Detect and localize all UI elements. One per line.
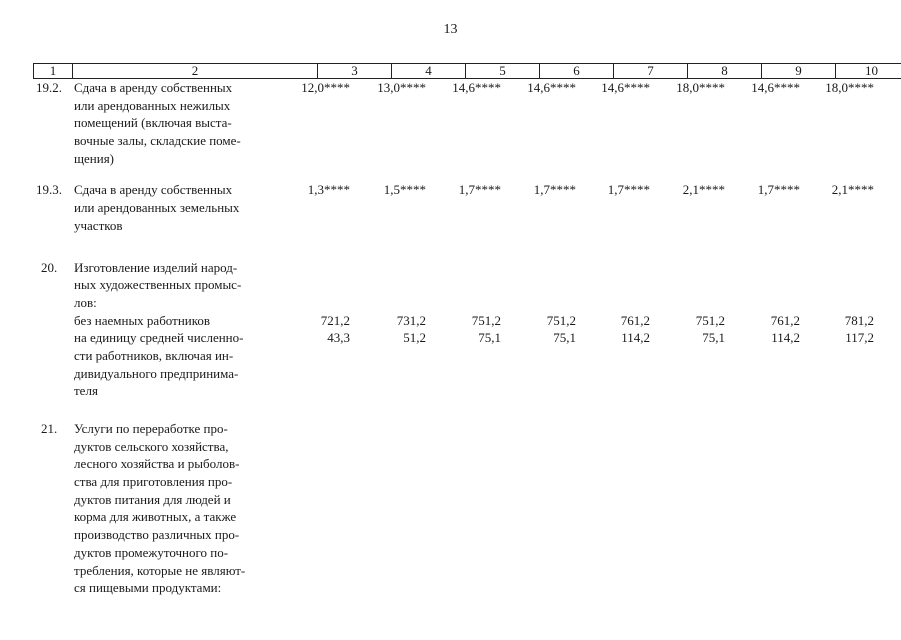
value-col-8: 18,0**** xyxy=(676,80,725,95)
value-col-9: 761,2 xyxy=(770,312,800,328)
description-line: Услуги по переработке про- xyxy=(74,421,228,436)
description-line: или арендованных нежилых xyxy=(74,97,231,113)
value-col-7: 761,2 xyxy=(620,312,650,328)
description-line: или арендованных земельных xyxy=(74,200,240,216)
value-col-7: 14,6**** xyxy=(601,80,650,95)
table-row xyxy=(33,420,881,597)
value-col-10: 2,1**** xyxy=(831,182,874,198)
value-col-5: 1,7**** xyxy=(458,182,501,198)
description-line: Изготовление изделий народ- xyxy=(74,259,238,275)
value-col-9: 1,7**** xyxy=(757,182,800,198)
value-col-6: 75,1 xyxy=(553,330,576,346)
value-col-3: 43,3 xyxy=(327,330,350,346)
page-number: 13 xyxy=(443,22,458,37)
col-header-4: 4 xyxy=(392,64,466,79)
description-line: лесного хозяйства и рыболов- xyxy=(74,456,240,472)
value-col-4: 1,5**** xyxy=(383,182,426,198)
value-col-5: 751,2 xyxy=(471,312,501,328)
col-header-3: 3 xyxy=(318,64,392,79)
value-col-5: 14,6**** xyxy=(452,80,501,95)
table-row xyxy=(33,181,881,234)
sub-row xyxy=(74,329,881,400)
value-col-10: 781,2 xyxy=(844,312,874,328)
description-line: участков xyxy=(74,217,123,233)
row-number: 21. xyxy=(41,421,58,436)
description-line: сти работников, включая ин- xyxy=(74,347,234,363)
table-body xyxy=(33,79,881,597)
value-col-10: 117,2 xyxy=(845,330,874,346)
col-header-1: 1 xyxy=(34,64,73,79)
col-header-6: 6 xyxy=(540,64,614,79)
row-number: 19.2. xyxy=(36,80,62,95)
value-col-6: 751,2 xyxy=(546,312,576,328)
col-header-7: 7 xyxy=(614,64,688,79)
description-line: производство различных про- xyxy=(74,527,240,543)
value-col-5: 75,1 xyxy=(478,330,501,346)
value-col-7: 1,7**** xyxy=(607,182,650,198)
row-description xyxy=(74,420,881,597)
value-col-3: 12,0**** xyxy=(301,80,350,95)
description-line: на единицу средней численно- xyxy=(74,330,244,346)
row-number: 20. xyxy=(41,259,58,275)
description-line: вочные залы, складские поме- xyxy=(74,133,241,149)
value-col-10: 18,0**** xyxy=(825,80,874,95)
value-col-8: 751,2 xyxy=(695,312,725,328)
sub-row xyxy=(74,312,881,330)
description-line: ся пищевыми продуктами: xyxy=(74,580,222,596)
description-line: ных художественных промыс- xyxy=(74,277,242,293)
description-line: Сдача в аренду собственных xyxy=(74,80,233,95)
description-line: лов: xyxy=(74,294,97,310)
table-row xyxy=(33,259,881,401)
description-line: дуктов промежуточного по- xyxy=(74,544,229,560)
description-line: дуктов питания для людей и xyxy=(74,491,231,507)
col-header-2: 2 xyxy=(73,64,318,79)
col-header-8: 8 xyxy=(688,64,762,79)
value-col-3: 1,3**** xyxy=(307,182,350,198)
column-header-table xyxy=(33,63,901,79)
row-description xyxy=(74,79,881,167)
col-header-5: 5 xyxy=(466,64,540,79)
value-col-7: 114,2 xyxy=(621,330,650,346)
description-line: Сдача в аренду собственных xyxy=(74,182,233,198)
row-description xyxy=(74,181,881,234)
value-col-3: 721,2 xyxy=(320,312,350,328)
description-line: без наемных работников xyxy=(74,312,211,328)
description-line: требления, которые не являют- xyxy=(74,562,246,578)
row-number: 19.3. xyxy=(36,182,62,198)
value-col-9: 14,6**** xyxy=(751,80,800,95)
value-col-6: 1,7**** xyxy=(533,182,576,198)
value-col-8: 75,1 xyxy=(702,330,725,346)
value-col-4: 13,0**** xyxy=(377,80,426,95)
description-line: дуктов сельского хозяйства, xyxy=(74,438,229,454)
value-col-4: 51,2 xyxy=(403,330,426,346)
table-row xyxy=(33,79,881,167)
value-col-9: 114,2 xyxy=(771,330,800,346)
description-line: теля xyxy=(74,383,98,399)
description-line: дивидуального предпринима- xyxy=(74,365,239,381)
col-header-10: 10 xyxy=(836,64,901,79)
column-header-row xyxy=(34,64,901,79)
description-line: помещений (включая выста- xyxy=(74,115,232,131)
value-col-8: 2,1**** xyxy=(682,182,725,198)
col-header-9: 9 xyxy=(762,64,836,79)
description-line: щения) xyxy=(74,150,115,166)
description-line: ства для приготовления про- xyxy=(74,474,233,490)
value-col-4: 731,2 xyxy=(396,312,426,328)
description-line: корма для животных, а также xyxy=(74,509,237,525)
row-description xyxy=(74,259,881,401)
value-col-6: 14,6**** xyxy=(527,80,576,95)
